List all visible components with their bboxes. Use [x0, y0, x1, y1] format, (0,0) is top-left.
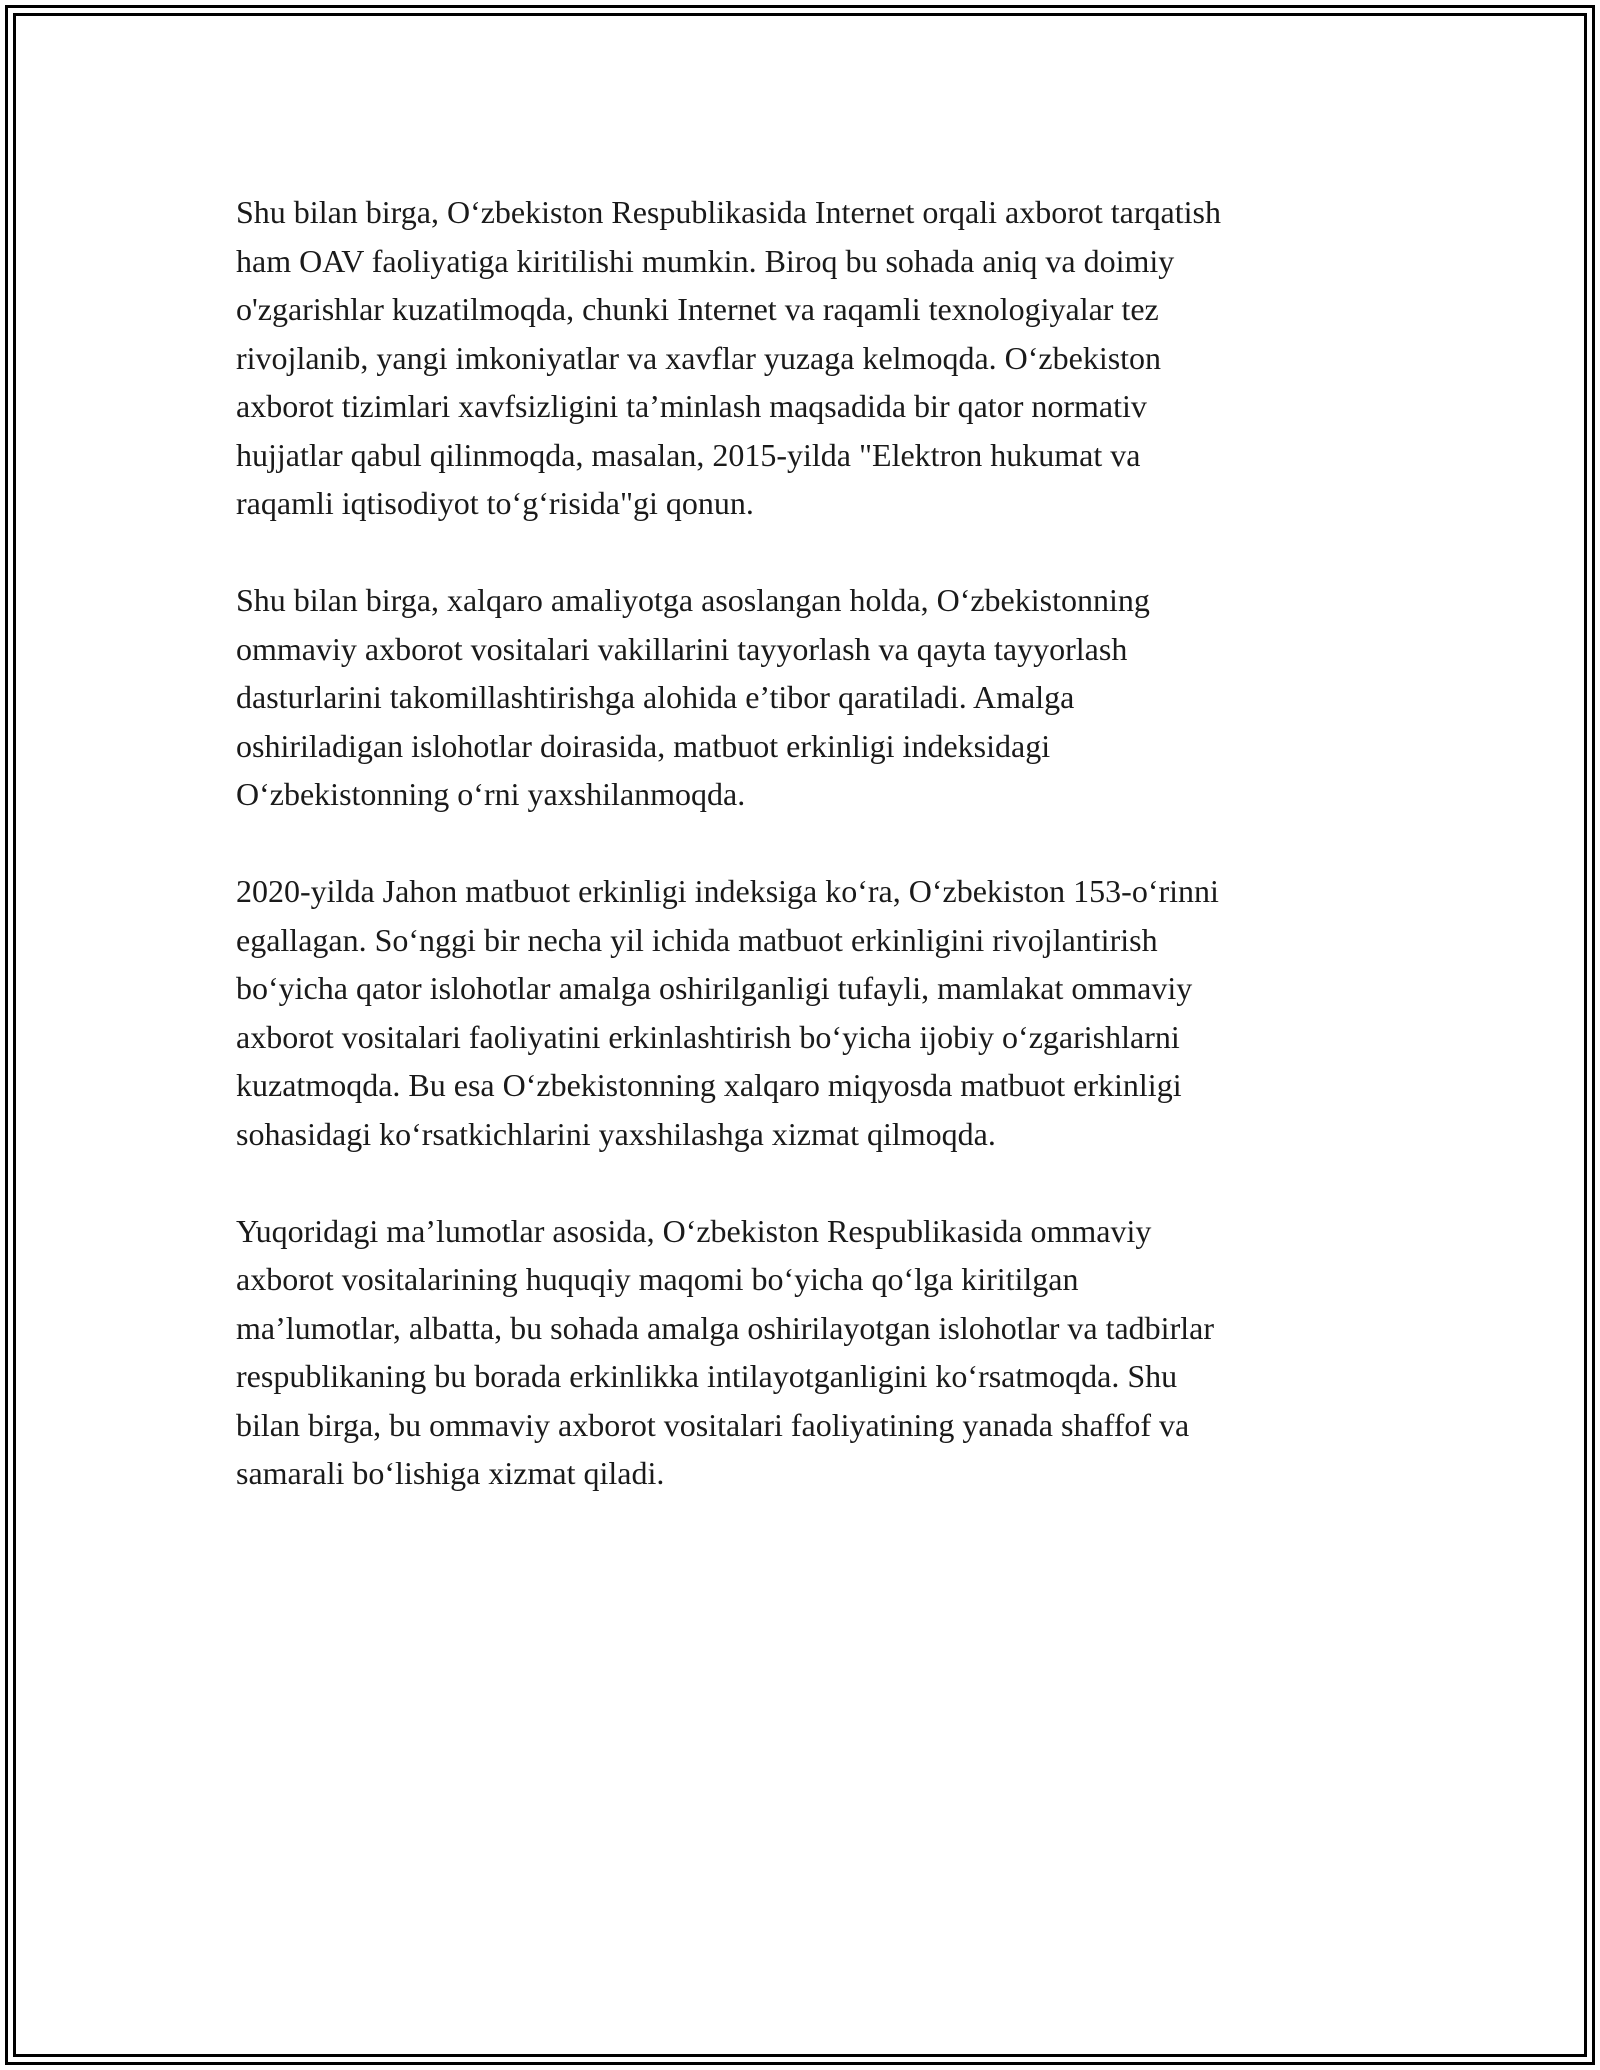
paragraph-4: Yuqoridagi ma’lumotlar asosida, O‘zbekiston Respublikasida ommaviy axborot vositalarining huquqiy maqomi bo‘yicha qo‘lga kiritilgan ma’lumotlar, albatta, bu sohada amalga oshirilayotgan islohotlar va tadbirlar respublikaning bu borada erkinlikka intilayotganligini ko‘rsatmoqda. Shu bilan birga, bu ommaviy axborot vositalari faoliyatining yanada shaffof va samarali bo‘lishiga xizmat qiladi.: [236, 1212, 1214, 1491]
paragraph-3: 2020-yilda Jahon matbuot erkinligi indeksiga ko‘ra, O‘zbekiston 153-o‘rinni egallagan. So‘nggi bir necha yil ichida matbuot erkinligini rivojlantirish bo‘yicha qator islohotlar amalga oshirilganligi tufayli, mamlakat ommaviy axborot vositalari faoliyatini erkinlashtirish bo‘yicha ijobiy o‘zgarishlarni kuzatmoqda. Bu esa O‘zbekistonning xalqaro miqyosda matbuot erkinligi sohasidagi ko‘rsatkichlarini yaxshilashga xizmat qilmoqda.: [236, 873, 1219, 1152]
paragraph-1: Shu bilan birga, O‘zbekiston Respublikasida Internet orqali axborot tarqatish ham OAV faoliyatiga kiritilishi mumkin. Biroq bu sohada aniq va doimiy o'zgarishlar kuzatilmoqda, chunki Internet va raqamli texnologiyalar tez rivojlanib, yangi imkoniyatlar va xavflar yuzaga kelmoqda. O‘zbekiston axborot tizimlari xavfsizligini ta’minlash maqsadida bir qator normativ hujjatlar qabul qilinmoqda, masalan, 2015-yilda "Elektron hukumat va raqamli iqtisodiyot to‘g‘risida"gi qonun.: [236, 194, 1221, 521]
document-body: [236, 188, 1396, 1546]
paragraph-2: Shu bilan birga, xalqaro amaliyotga asoslangan holda, O‘zbekistonning ommaviy axborot vositalari vakillarini tayyorlash va qayta tayyorlash dasturlarini takomillashtirishga alohida e’tibor qaratiladi. Amalga oshiriladigan islohotlar doirasida, matbuot erkinligi indeksidagi O‘zbekistonning o‘rni yaxshilanmoqda.: [236, 582, 1150, 812]
